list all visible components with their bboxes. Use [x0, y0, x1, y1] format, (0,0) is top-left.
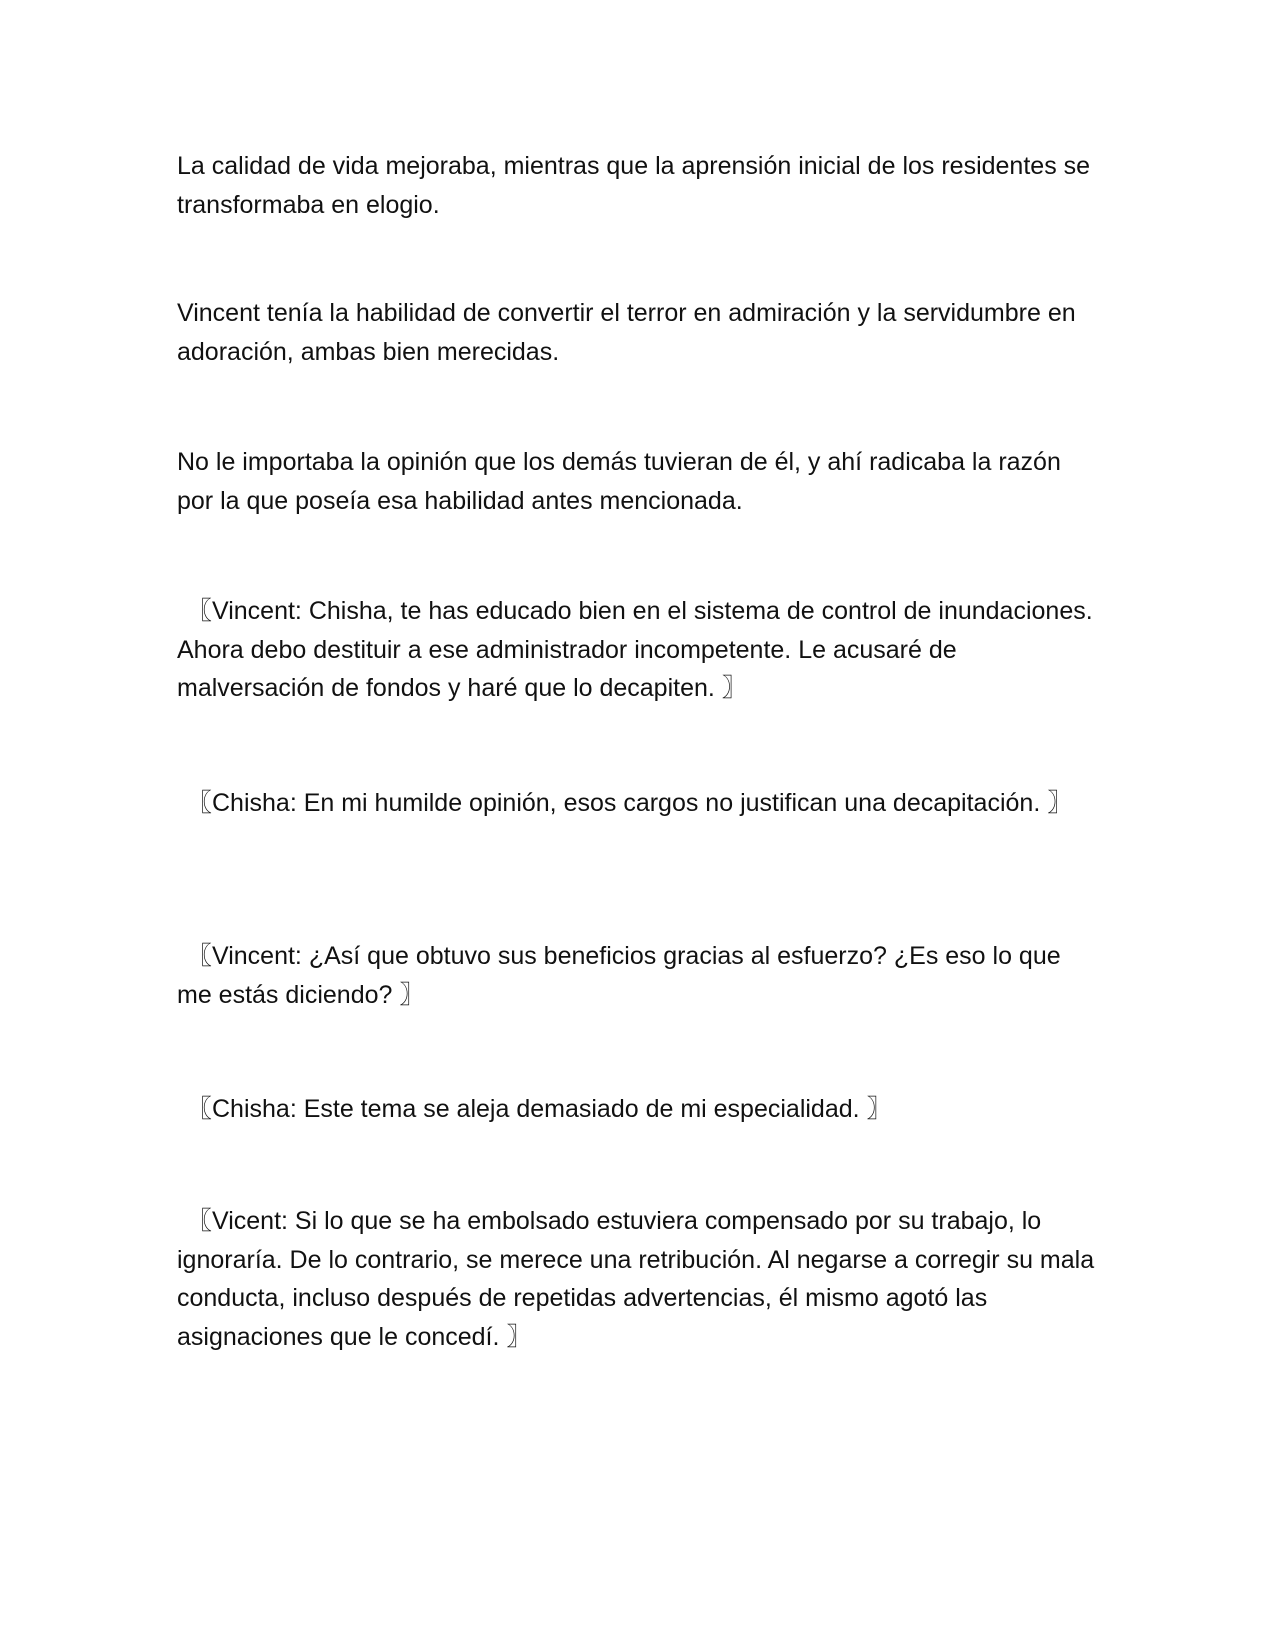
dialogue-line-vicent: 〖Vicent: Si lo que se ha embolsado estuviera compensado por su trabajo, lo ignoraría. De lo contrario, se merece una retribución. Al negarse a corregir su mala conducta, incluso después de repetidas advertencias, él mismo agotó las asignaciones que le concedí. 〗 [177, 1207, 1095, 1351]
dialogue-line-chisha: 〖Chisha: Este tema se aleja demasiado de mi especialidad. 〗 [187, 1095, 892, 1123]
narration-paragraph: Vincent tenía la habilidad de convertir el terror en admiración y la servidumbre en adoración, ambas bien merecidas. [177, 299, 1076, 366]
narration-paragraph: La calidad de vida mejoraba, mientras que la aprensión inicial de los residentes se transformaba en elogio. [177, 152, 1091, 219]
dialogue-line-vincent: 〖Vincent: ¿Así que obtuvo sus beneficios gracias al esfuerzo? ¿Es eso lo que me estás diciendo? 〗 [177, 942, 1061, 1009]
narration-paragraph: No le importaba la opinión que los demás tuvieran de él, y ahí radicaba la razón por la que poseía esa habilidad antes mencionada. [177, 448, 1061, 515]
dialogue-line-chisha: 〖Chisha: En mi humilde opinión, esos cargos no justifican una decapitación. 〗 [187, 789, 1073, 817]
dialogue-line-vincent: 〖Vincent: Chisha, te has educado bien en el sistema de control de inundaciones. Ahora debo destituir a ese administrador incompetente. Le acusaré de malversación de fondos y haré que lo decapiten. 〗 [177, 597, 1093, 702]
